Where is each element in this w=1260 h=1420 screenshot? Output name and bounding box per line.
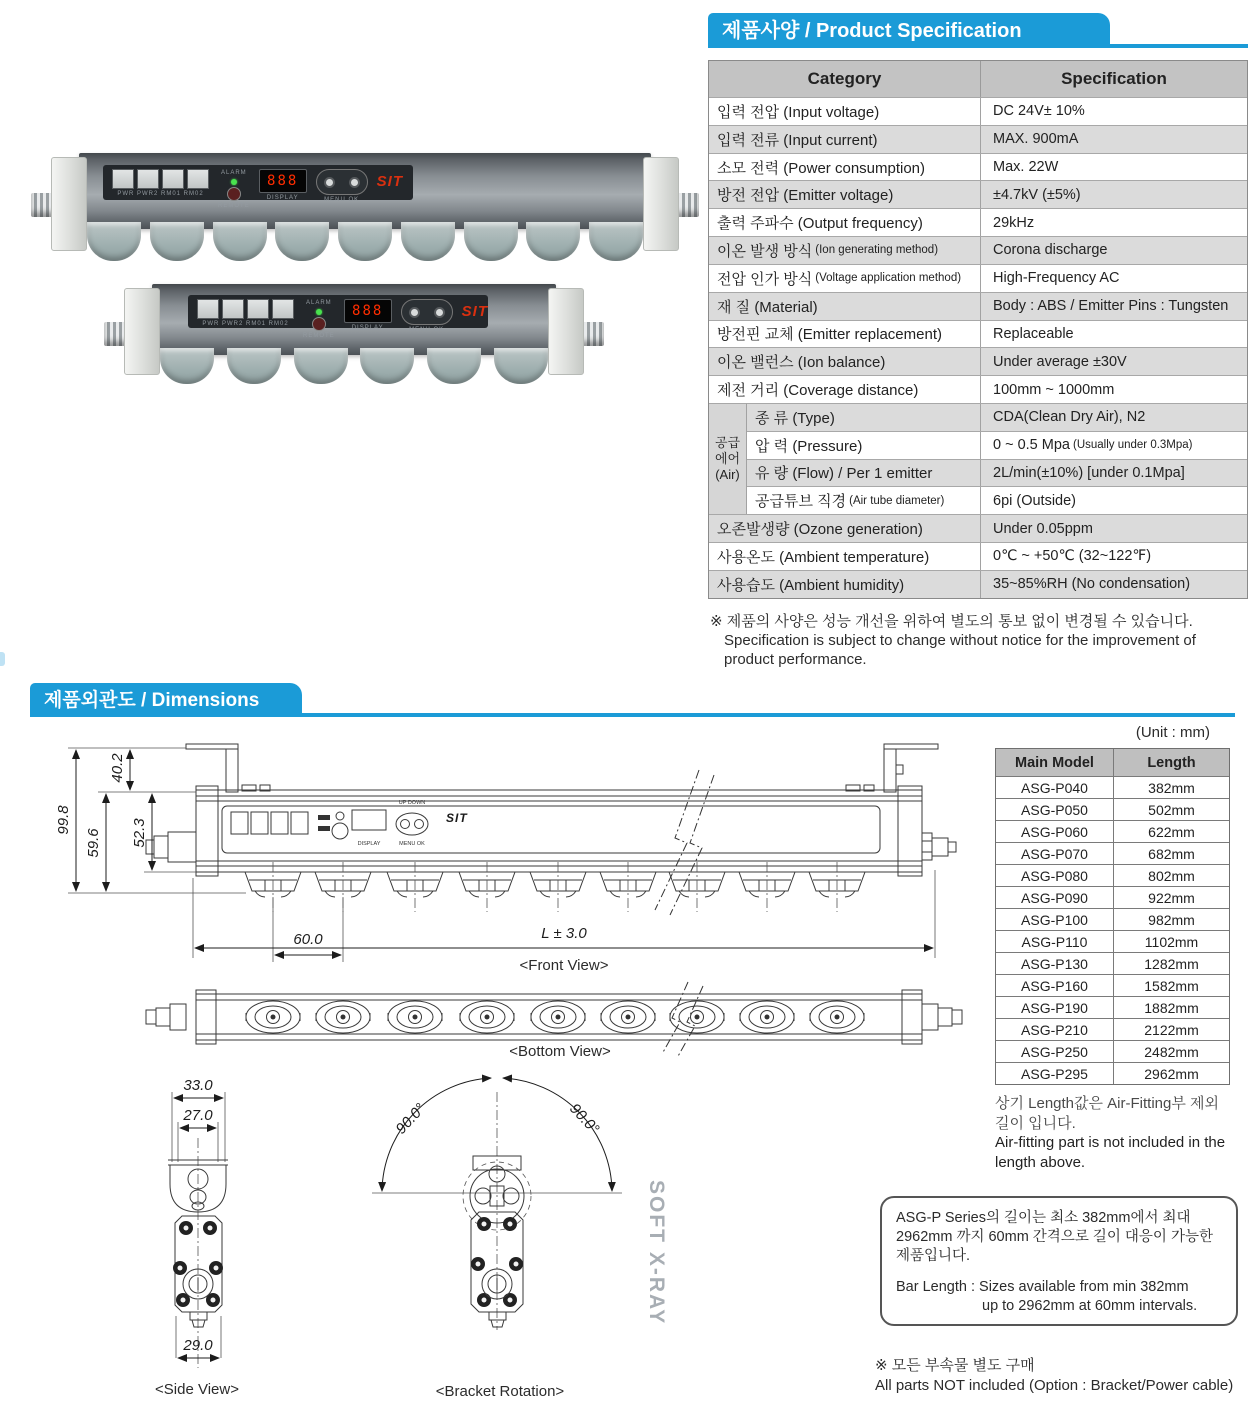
spec-row-value: 2L/min(±10%) [under 0.1Mpa] — [993, 464, 1185, 481]
model-table-row — [996, 798, 1229, 820]
remote-button — [312, 317, 326, 331]
spec-row-label: 소모 전력 (Power consumption) — [709, 154, 981, 181]
model-length: 502mm — [1148, 801, 1195, 818]
svg-text:90.0°: 90.0° — [392, 1100, 429, 1138]
nozzle-dome — [294, 348, 348, 383]
spec-row-label: 종 류 (Type) — [747, 404, 981, 431]
model-length: 2482mm — [1144, 1043, 1199, 1060]
model-table-row — [996, 1040, 1229, 1062]
spec-row-value: 6pi (Outside) — [993, 492, 1077, 509]
front-view-drawing — [55, 744, 956, 974]
spec-row-label: 오존발생량 (Ozone generation) — [709, 515, 981, 542]
emitter-nozzle — [387, 862, 443, 912]
rj45-port — [247, 299, 269, 319]
spec-row-value: High-Frequency AC — [993, 270, 1120, 287]
spec-row — [709, 97, 1247, 125]
model-table-row — [996, 930, 1229, 952]
front-view-nozzles — [245, 862, 865, 912]
model-length-table — [995, 748, 1230, 1085]
rj45-port — [272, 299, 294, 319]
io-ports — [112, 169, 209, 198]
display-label: DISPLAY — [351, 325, 384, 332]
spec-row-value: CDA(Clean Dry Air), N2 — [993, 409, 1146, 426]
model-length: 622mm — [1148, 823, 1195, 840]
svg-text:59.6: 59.6 — [85, 828, 102, 858]
svg-text:52.3: 52.3 — [131, 818, 148, 848]
air-group-cell — [709, 403, 747, 514]
emitter-nozzle — [809, 862, 865, 912]
svg-text:UP DOWN: UP DOWN — [398, 800, 426, 806]
alarm-led — [316, 309, 322, 315]
svg-text:33.0: 33.0 — [183, 1077, 213, 1094]
model-name: ASG-P110 — [996, 931, 1114, 952]
menu-button — [409, 307, 420, 318]
bottom-nozzle — [388, 1001, 442, 1033]
nozzle-dome — [338, 222, 392, 260]
rj45-port — [187, 169, 209, 189]
model-name: ASG-P060 — [996, 821, 1114, 842]
series-note-kr2: 2962mm 까지 60mm 간격으로 길이 대응이 가능한 — [896, 1229, 1213, 1245]
side-view-caption: <Side View> — [155, 1381, 239, 1398]
spec-row-value: ±4.7kV (±5%) — [993, 186, 1081, 203]
air-group-line: (Air) — [715, 467, 740, 483]
accessories-note-kr: ※ 모든 부속물 별도 구매 — [875, 1357, 1035, 1374]
nozzle-dome — [427, 348, 481, 383]
nozzle-dome — [87, 222, 141, 260]
model-name: ASG-P210 — [996, 1019, 1114, 1040]
model-table-row — [996, 776, 1229, 798]
bottom-nozzle — [246, 1001, 300, 1033]
display-group — [344, 299, 392, 332]
remote-label: REMOTE — [303, 333, 335, 340]
brand-logo: SIT — [461, 303, 489, 321]
side-view-drawing — [155, 1077, 239, 1398]
spec-row — [709, 347, 1247, 375]
model-name: ASG-P190 — [996, 997, 1114, 1018]
spec-row-label: 방전핀 교체 (Emitter replacement) — [709, 321, 981, 348]
model-length: 1102mm — [1144, 933, 1199, 950]
model-length: 2962mm — [1144, 1065, 1199, 1082]
spec-note-en2: product performance. — [724, 651, 867, 668]
menu-ok-label: MENU OK — [324, 197, 360, 204]
spec-row-value: Corona discharge — [993, 242, 1108, 259]
spec-row-label: 전압 인가 방식 (Voltage application method) — [709, 265, 981, 292]
model-header-length: Length — [1147, 754, 1196, 771]
model-length: 1282mm — [1144, 955, 1199, 972]
spec-title-text: 제품사양 / Product Specification — [722, 20, 1022, 42]
menu-ok-buttons — [401, 299, 453, 325]
model-name: ASG-P080 — [996, 865, 1114, 886]
model-note-en2: length above. — [995, 1153, 1086, 1171]
spec-row-label: 방전 전압 (Emitter voltage) — [709, 181, 981, 208]
soft-xray-watermark: SOFT X-RAY — [645, 1180, 668, 1326]
series-note-en2: up to 2962mm at 60mm intervals. — [982, 1298, 1198, 1314]
nozzle-dome — [526, 222, 580, 260]
bottom-nozzle — [740, 1001, 794, 1033]
end-cap-right — [643, 157, 679, 251]
dimensions-section-title — [30, 683, 302, 713]
spec-row-value: Under average ±30V — [993, 353, 1127, 370]
spec-row — [709, 292, 1247, 320]
nozzle-dome — [150, 222, 204, 260]
spec-table — [708, 60, 1248, 599]
bottom-nozzle — [601, 1001, 655, 1033]
spec-row — [709, 264, 1247, 292]
series-note-kr3: 제품입니다. — [896, 1248, 971, 1264]
spec-row — [709, 542, 1247, 570]
spec-row-value: Under 0.05ppm — [993, 520, 1093, 537]
spec-row-value: 35~85%RH (No condensation) — [993, 576, 1191, 593]
model-table-row — [996, 908, 1229, 930]
spec-row-label: 사용온도 (Ambient temperature) — [709, 543, 981, 570]
model-table-row — [996, 820, 1229, 842]
model-name: ASG-P090 — [996, 887, 1114, 908]
model-name: ASG-P070 — [996, 843, 1114, 864]
model-table-row — [996, 1018, 1229, 1040]
bottom-view-nozzles — [246, 1001, 864, 1033]
menu-group — [316, 169, 368, 204]
bottom-nozzle — [531, 1001, 585, 1033]
spec-row-value: 29kHz — [993, 214, 1035, 231]
svg-text:99.8: 99.8 — [55, 805, 72, 835]
spec-header-category: Category — [709, 61, 981, 97]
emitter-nozzle — [739, 862, 795, 912]
model-table-row — [996, 886, 1229, 908]
bottom-nozzle — [460, 1001, 514, 1033]
spec-row — [709, 208, 1247, 236]
series-note-en1: Bar Length : Sizes available from min 382mm — [896, 1279, 1189, 1295]
brand-logo: SIT — [376, 173, 404, 191]
bottom-nozzle — [316, 1001, 370, 1033]
status-leds — [303, 299, 335, 340]
spec-row-value: Body : ABS / Emitter Pins : Tungsten — [993, 298, 1229, 315]
model-name: ASG-P295 — [996, 1063, 1114, 1084]
model-note-en1: Air-fitting part is not included in the — [995, 1134, 1226, 1151]
spec-row — [709, 236, 1247, 264]
spec-note-kr: ※ 제품의 사양은 성능 개선을 위하여 별도의 통보 없이 변경될 수 있습니다. — [710, 613, 1193, 630]
spec-row-label: 유 량 (Flow) / Per 1 emitter — [747, 460, 981, 487]
alarm-label: ALARM — [221, 170, 247, 177]
product-photo-short — [108, 284, 600, 388]
bar-body — [79, 153, 651, 229]
emitter-nozzle — [669, 862, 725, 912]
spec-table-rows — [709, 97, 1247, 598]
ok-button — [349, 177, 360, 188]
spec-row-label: 출력 주파수 (Output frequency) — [709, 209, 981, 236]
rj45-port — [137, 169, 159, 189]
bottom-view-caption: <Bottom View> — [509, 1043, 611, 1060]
model-table-header — [996, 749, 1229, 776]
rj45-port — [222, 299, 244, 319]
model-table-row — [996, 996, 1229, 1018]
end-cap-right — [548, 288, 584, 375]
emitter-nozzle — [600, 862, 656, 912]
model-name: ASG-P100 — [996, 909, 1114, 930]
svg-text:40.2: 40.2 — [109, 753, 126, 783]
spec-table-header — [709, 61, 1247, 97]
spec-row — [709, 486, 1247, 514]
remote-label: REMOTE — [218, 203, 250, 210]
nozzle-dome — [401, 222, 455, 260]
model-name: ASG-P250 — [996, 1041, 1114, 1062]
spec-row-label: 사용습도 (Ambient humidity) — [709, 571, 981, 598]
model-header-main-model: Main Model — [996, 749, 1114, 776]
spec-row — [709, 375, 1247, 403]
spec-row — [709, 125, 1247, 153]
spec-row-value: 100mm ~ 1000mm — [993, 381, 1115, 398]
series-note-kr1: ASG-P Series의 길이는 최소 382mm에서 최대 — [896, 1210, 1191, 1226]
spec-row — [709, 320, 1247, 348]
front-view-caption: <Front View> — [519, 957, 609, 974]
spec-row — [709, 153, 1247, 181]
model-table-row — [996, 842, 1229, 864]
spec-row-value: MAX. 900mA — [993, 131, 1079, 148]
spec-row — [709, 459, 1247, 487]
model-table-rows — [996, 776, 1229, 1084]
unit-label: (Unit : mm) — [1135, 724, 1210, 741]
svg-text:27.0: 27.0 — [183, 1107, 213, 1124]
end-cap-left — [124, 288, 160, 375]
model-length: 982mm — [1148, 911, 1195, 928]
model-table-row — [996, 974, 1229, 996]
status-leds — [218, 169, 250, 210]
spec-row-label: 이온 밸런스 (Ion balance) — [709, 348, 981, 375]
menu-button — [324, 177, 335, 188]
model-note-kr1: 상기 Length값은 Air-Fitting부 제외 — [995, 1095, 1219, 1112]
port-labels: PWR PWR2 RM01 RM02 — [117, 191, 204, 198]
spec-row-value: 0 ~ 0.5 Mpa (Usually under 0.3Mpa) — [993, 437, 1193, 454]
svg-text:DISPLAY: DISPLAY — [357, 841, 381, 847]
bottom-view-drawing — [146, 982, 962, 1060]
spec-row-label: 재 질 (Material) — [709, 293, 981, 320]
bottom-nozzle — [670, 1001, 724, 1033]
emitter-nozzle — [530, 862, 586, 912]
control-panel — [188, 295, 489, 340]
seven-segment-display: 888 — [344, 299, 392, 323]
port-labels: PWR PWR2 RM01 RM02 — [202, 321, 289, 328]
io-ports — [197, 299, 294, 328]
seven-segment-display: 888 — [259, 169, 307, 193]
menu-ok-buttons — [316, 169, 368, 195]
alarm-led — [231, 179, 237, 185]
display-label: DISPLAY — [266, 195, 299, 202]
spec-row-label: 압 력 (Pressure) — [747, 432, 981, 459]
svg-text:60.0: 60.0 — [293, 931, 323, 948]
spec-note-en1: Specification is subject to change without notice for the improvement of — [724, 632, 1196, 649]
spec-row-label: 제전 거리 (Coverage distance) — [709, 376, 981, 403]
nozzle-dome — [160, 348, 214, 383]
model-length: 382mm — [1148, 779, 1195, 796]
model-table-note — [995, 1094, 1245, 1172]
spec-note — [710, 612, 1250, 669]
spec-header-specification: Specification — [1061, 69, 1167, 88]
model-length: 1882mm — [1144, 999, 1199, 1016]
nozzle-dome — [275, 222, 329, 260]
svg-text:SIT: SIT — [446, 811, 468, 825]
page-edge-mark — [0, 652, 5, 666]
spec-row — [709, 403, 1247, 431]
nozzle-dome — [227, 348, 281, 383]
model-table-row — [996, 864, 1229, 886]
nozzle-dome — [360, 348, 414, 383]
spec-section-title — [708, 13, 1110, 44]
emitter-nozzle — [459, 862, 515, 912]
model-note-kr2: 길이 입니다. — [995, 1114, 1076, 1132]
spec-row — [709, 431, 1247, 459]
spec-row-label: 이온 발생 방식 (Ion generating method) — [709, 237, 981, 264]
spec-row-label: 입력 전류 (Input current) — [709, 126, 981, 153]
control-panel — [103, 165, 413, 210]
product-photo-long — [35, 153, 695, 265]
svg-text:29.0: 29.0 — [183, 1337, 213, 1354]
svg-text:L ± 3.0: L ± 3.0 — [541, 925, 587, 942]
remote-button — [227, 187, 241, 201]
spec-row — [709, 514, 1247, 542]
alarm-label: ALARM — [306, 300, 332, 307]
model-table-row — [996, 952, 1229, 974]
spec-row-value: Replaceable — [993, 325, 1074, 342]
bracket-rotation-caption: <Bracket Rotation> — [435, 1383, 565, 1400]
model-name: ASG-P160 — [996, 975, 1114, 996]
nozzle-dome — [464, 222, 518, 260]
bottom-nozzle — [810, 1001, 864, 1033]
end-cap-left — [51, 157, 87, 251]
spec-row — [709, 570, 1247, 598]
menu-group — [401, 299, 453, 334]
display-group — [259, 169, 307, 202]
model-name: ASG-P050 — [996, 799, 1114, 820]
dimensions-title-text: 제품외관도 / Dimensions — [44, 689, 260, 711]
spec-title-underline — [708, 44, 1248, 48]
air-group-line: 공급 — [714, 435, 741, 451]
svg-text:90.0°: 90.0° — [566, 1100, 603, 1138]
model-length: 682mm — [1148, 845, 1195, 862]
model-name: ASG-P040 — [996, 777, 1114, 798]
model-length: 802mm — [1148, 867, 1195, 884]
rj45-port — [112, 169, 134, 189]
spec-row — [709, 180, 1247, 208]
spec-row-label: 입력 전압 (Input voltage) — [709, 98, 981, 125]
rj45-port — [162, 169, 184, 189]
spec-row-label: 공급튜브 직경 (Air tube diameter) — [747, 487, 981, 514]
bar-body — [152, 284, 556, 355]
spec-row-value: Max. 22W — [993, 159, 1059, 176]
ok-button — [434, 307, 445, 318]
air-group-line: 에어 — [714, 451, 741, 467]
spec-row-value: DC 24V± 10% — [993, 103, 1085, 120]
dimension-drawings — [0, 718, 980, 1418]
menu-ok-label: MENU OK — [409, 327, 445, 334]
spec-row-value: 0℃ ~ +50℃ (32~122℉) — [993, 548, 1152, 565]
model-length: 922mm — [1148, 889, 1195, 906]
nozzle-dome — [494, 348, 548, 383]
rj45-port — [197, 299, 219, 319]
model-length: 1582mm — [1144, 977, 1199, 994]
model-name: ASG-P130 — [996, 953, 1114, 974]
model-length: 2122mm — [1144, 1021, 1199, 1038]
bracket-rotation-drawing — [372, 1078, 622, 1400]
dimensions-title-underline — [30, 713, 1235, 717]
accessories-note-en: All parts NOT included (Option : Bracket/Power cable) — [875, 1377, 1234, 1394]
svg-text:MENU OK: MENU OK — [399, 841, 425, 847]
model-table-row — [996, 1062, 1229, 1084]
nozzle-dome — [589, 222, 643, 260]
nozzle-dome — [213, 222, 267, 260]
